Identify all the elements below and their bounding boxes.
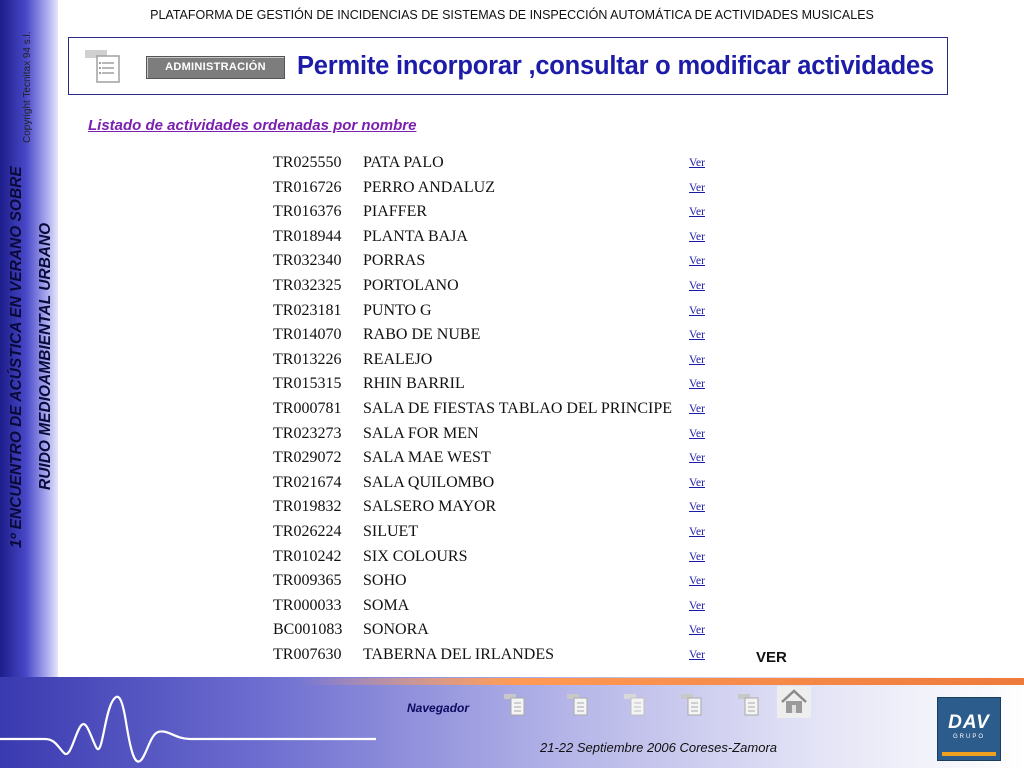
ver-link[interactable]: Ver [689,427,705,440]
activity-name: SALA FOR MEN [363,424,479,442]
activity-name: TABERNA DEL IRLANDES [363,645,555,663]
ver-link[interactable]: Ver [689,304,705,317]
event-title-line-2: RUIDO MEDIOAMBIENTAL URBANO [37,222,54,490]
activity-name: SIX COLOURS [363,547,468,565]
activity-name: PIAFFER [363,203,428,221]
activity-code: TR029072 [273,449,342,467]
activity-name: PLANTA BAJA [363,227,468,245]
document-icon [83,48,123,89]
activity-code: TR032340 [273,252,342,270]
activity-code: TR025550 [273,154,342,171]
activity-name: PORRAS [363,252,426,270]
activity-name: RHIN BARRIL [363,375,465,393]
activity-code: TR010242 [273,547,342,565]
ver-link[interactable]: Ver [689,279,705,292]
ver-link[interactable]: Ver [689,353,705,366]
navegador-label: Navegador [407,701,470,715]
event-title-line-1: 1º ENCUENTRO DE ACÚSTICA EN VERANO SOBRE [8,166,25,548]
ver-link[interactable]: Ver [689,452,705,465]
activity-code: TR023181 [273,301,342,319]
ver-link[interactable]: Ver [689,230,705,243]
activity-code: TR009365 [273,572,342,590]
activity-code: TR000781 [273,399,342,417]
copyright-text: Copyright Tecnitax 94 s.l. [22,31,33,143]
ver-link[interactable]: Ver [689,501,705,514]
document-icon[interactable] [680,693,704,722]
activity-name: PUNTO G [363,301,432,319]
activity-name: PERRO ANDALUZ [363,178,496,196]
activity-name: SOHO [363,572,407,590]
footer-accent-line [300,678,1024,685]
activity-name: SALA DE FIESTAS TABLAO DEL PRINCIPE [363,399,673,417]
ver-link[interactable]: Ver [689,329,705,342]
sound-wave-graphic [0,677,380,768]
ver-link[interactable]: Ver [689,402,705,415]
activity-name: PATA PALO [363,154,444,171]
activity-code: TR026224 [273,522,342,540]
document-icon[interactable] [566,693,590,722]
activity-code: TR000033 [273,596,342,614]
activity-code: TR015315 [273,375,342,393]
activity-name: SALA QUILOMBO [363,473,495,491]
activity-code: TR013226 [273,350,342,368]
ver-link[interactable]: Ver [689,476,705,489]
dav-grupo-logo: DAV GRUPO [937,697,1001,761]
home-icon[interactable] [777,686,811,718]
activity-code: BC001083 [273,621,343,639]
activity-name: SONORA [363,621,429,639]
ver-link[interactable]: Ver [689,624,705,637]
ver-link[interactable]: Ver [689,550,705,563]
activity-code: TR014070 [273,326,342,344]
ver-link[interactable]: Ver [689,206,705,219]
ver-link[interactable]: Ver [689,255,705,268]
activity-name: PORTOLANO [363,276,459,294]
event-date: 21-22 Septiembre 2006 Coreses-Zamora [540,740,778,755]
activity-name: SALA MAE WEST [363,449,491,467]
ver-link[interactable]: Ver [689,525,705,538]
page-title: Permite incorporar ,consultar o modificar actividades [297,52,935,80]
activity-name: SOMA [363,596,410,614]
platform-title: PLATAFORMA DE GESTIÓN DE INCIDENCIAS DE SISTEMAS DE INSPECCIÓN AUTOMÁTICA DE ACTIVIDADES MUSICALES [150,8,874,22]
document-icon[interactable] [623,693,647,722]
document-icon[interactable] [737,693,761,722]
ver-label: VER [756,649,787,666]
activity-code: TR007630 [273,645,342,663]
activity-code: TR016376 [273,203,342,221]
activity-name: SALSERO MAYOR [363,498,497,516]
activity-name: REALEJO [363,350,433,368]
activity-code: TR021674 [273,473,342,491]
list-heading: Listado de actividades ordenadas por nombre [88,117,417,134]
ver-link[interactable]: Ver [689,378,705,391]
activity-code: TR018944 [273,227,342,245]
header-panel [68,37,948,95]
activity-code: TR019832 [273,498,342,516]
ver-link[interactable]: Ver [689,157,705,169]
ver-link[interactable]: Ver [689,648,705,661]
activity-code: TR023273 [273,424,342,442]
ver-link[interactable]: Ver [689,575,705,588]
administracion-button[interactable]: ADMINISTRACIÓN [146,56,285,79]
ver-link[interactable]: Ver [689,599,705,612]
activity-code: TR016726 [273,178,342,196]
activity-name: RABO DE NUBE [363,326,481,344]
activity-code: TR032325 [273,276,342,294]
activity-name: SILUET [363,522,419,540]
document-icon[interactable] [503,693,527,722]
ver-link[interactable]: Ver [689,181,705,194]
